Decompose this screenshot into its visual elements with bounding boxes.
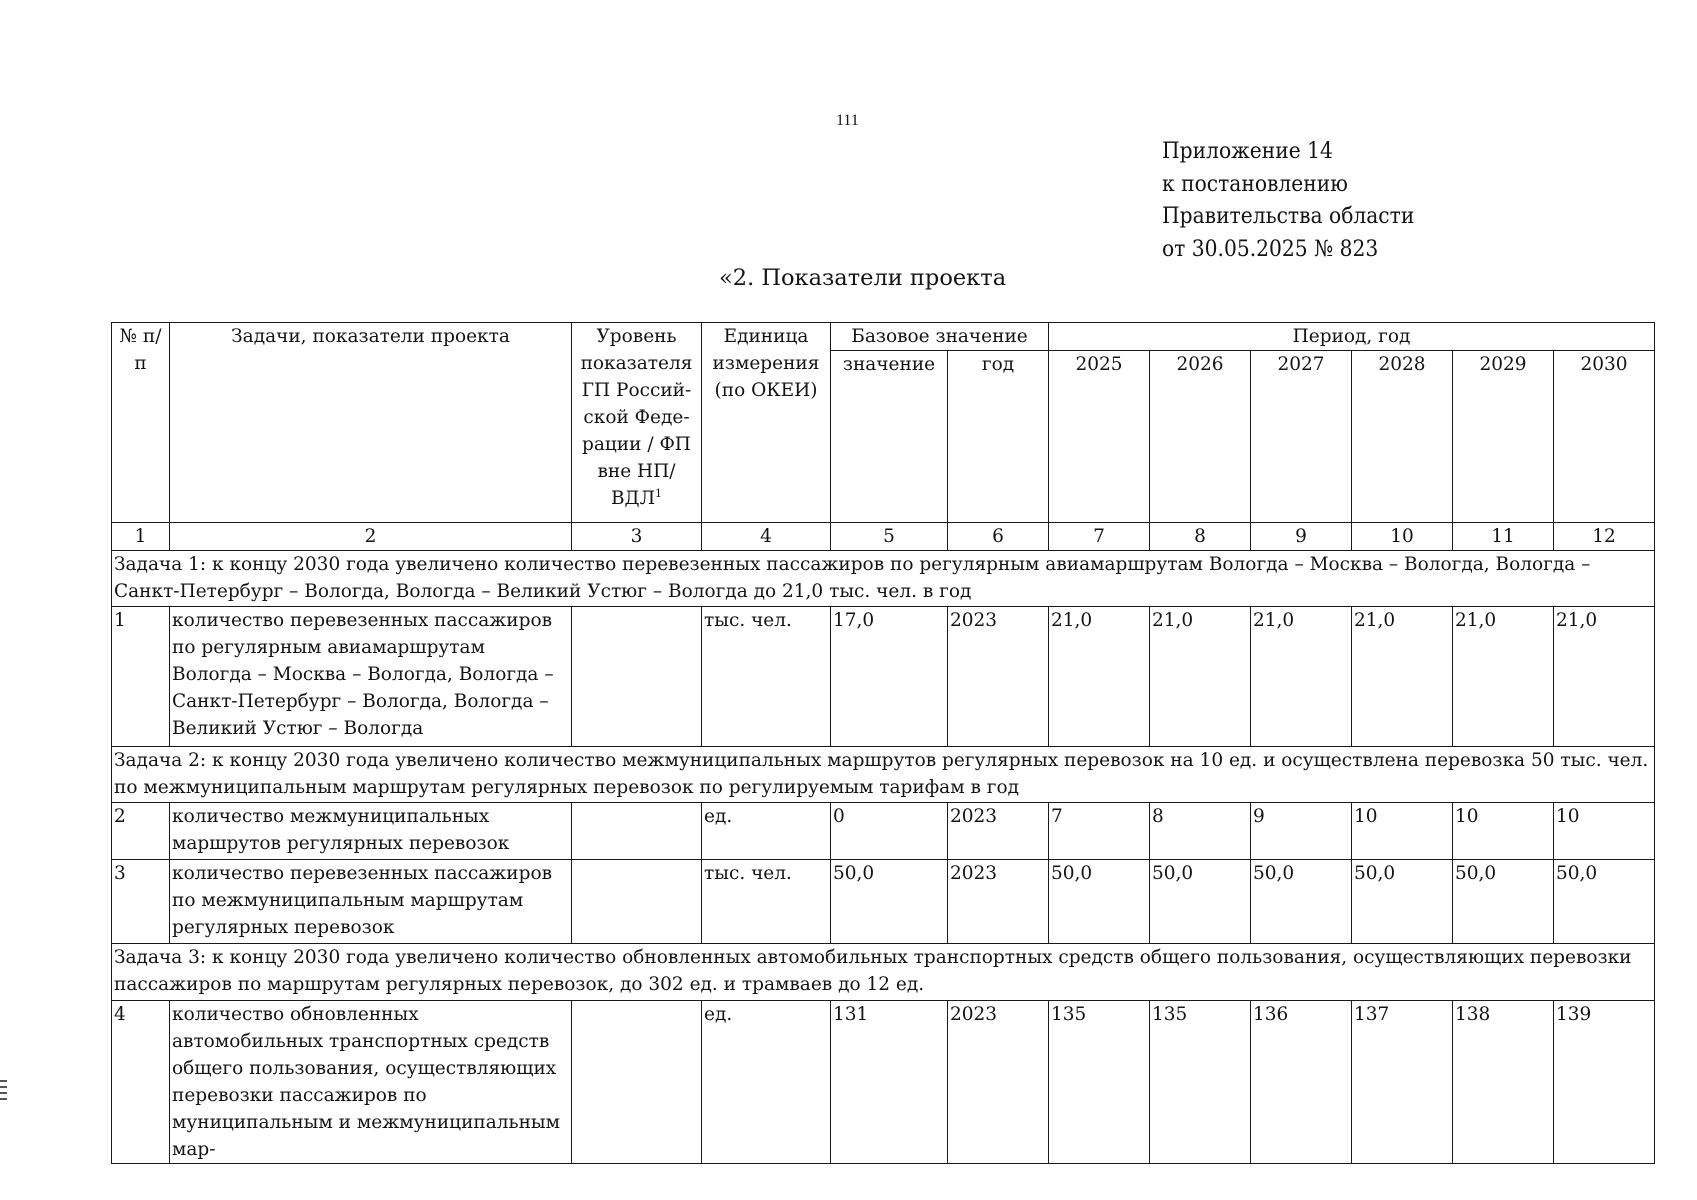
row-level <box>572 860 702 944</box>
row-level <box>572 1001 702 1164</box>
appendix-line-3: Правительства области <box>1162 203 1415 229</box>
column-number: 8 <box>1150 523 1251 551</box>
column-number: 12 <box>1554 523 1655 551</box>
header-year: 2029 <box>1453 351 1554 523</box>
header-unit: Единица измерения (по ОКЕИ) <box>702 323 831 523</box>
row-value: 7 <box>1049 803 1150 860</box>
column-number: 9 <box>1251 523 1352 551</box>
header-num: № п/п <box>112 323 170 523</box>
row-value: 135 <box>1150 1001 1251 1164</box>
row-value: 138 <box>1453 1001 1554 1164</box>
task-row: Задача 1: к концу 2030 года увеличено количество перевезенных пассажиров по регулярным авиамаршрутам Вологда – Москва – Вологда, Вологда – Санкт-Петербург – Вологда, Вологда – Великий Устюг – Вологда до 21,0 тыс. чел. в год <box>112 551 1655 607</box>
row-value: 50,0 <box>1251 860 1352 944</box>
row-level <box>572 803 702 860</box>
header-year: 2028 <box>1352 351 1453 523</box>
row-value: 135 <box>1049 1001 1150 1164</box>
row-indicator-name: количество обновленных автомобильных транспортных средств общего пользования, осуществляющих перевозки пассажиров по муниципальным и межмуниципальным мар- <box>170 1001 572 1164</box>
task-row: Задача 3: к концу 2030 года увеличено количество обновленных автомобильных транспортных средств общего пользования, осуществляющих перевозки пассажиров по маршрутам регулярных перевозок, до 302 ед. и трамваев до 12 ед. <box>112 944 1655 1001</box>
row-value: 21,0 <box>1251 607 1352 747</box>
row-value: 137 <box>1352 1001 1453 1164</box>
header-base: Базовое значение <box>831 323 1049 351</box>
row-indicator-name: количество перевезенных пассажиров по межмуниципальным маршрутам регулярных перевозок <box>170 860 572 944</box>
row-base-year: 2023 <box>948 1001 1049 1164</box>
row-base-value: 17,0 <box>831 607 948 747</box>
row-value: 10 <box>1352 803 1453 860</box>
row-base-value: 0 <box>831 803 948 860</box>
row-value: 50,0 <box>1150 860 1251 944</box>
header-year: 2030 <box>1554 351 1655 523</box>
header-level-footnote: 1 <box>655 486 663 500</box>
header-base-value: значение <box>831 351 948 523</box>
document-title: «2. Показатели проекта <box>719 265 1007 291</box>
header-base-year: год <box>948 351 1049 523</box>
row-unit: тыс. чел. <box>702 860 831 944</box>
header-year: 2025 <box>1049 351 1150 523</box>
column-number: 11 <box>1453 523 1554 551</box>
header-year: 2027 <box>1251 351 1352 523</box>
scan-margin-mark <box>0 1080 7 1104</box>
page-number: 111 <box>836 112 859 129</box>
column-number: 5 <box>831 523 948 551</box>
column-number: 3 <box>572 523 702 551</box>
row-value: 136 <box>1251 1001 1352 1164</box>
indicators-table <box>111 322 1655 1164</box>
row-value: 50,0 <box>1453 860 1554 944</box>
row-base-value: 131 <box>831 1001 948 1164</box>
row-value: 21,0 <box>1049 607 1150 747</box>
column-number: 7 <box>1049 523 1150 551</box>
row-indicator-name: количество перевезенных пассажиров по регулярным авиамаршрутам Вологда – Москва – Вологда, Вологда – Санкт-Петербург – Вологда, Вологда – Великий Устюг – Вологда <box>170 607 572 747</box>
appendix-line-4: от 30.05.2025 № 823 <box>1162 235 1379 262</box>
row-value: 21,0 <box>1150 607 1251 747</box>
row-base-value: 50,0 <box>831 860 948 944</box>
header-period: Период, год <box>1049 323 1655 351</box>
appendix-block <box>1162 135 1414 265</box>
row-unit: тыс. чел. <box>702 607 831 747</box>
column-number: 4 <box>702 523 831 551</box>
row-value: 50,0 <box>1049 860 1150 944</box>
row-value: 21,0 <box>1554 607 1655 747</box>
row-value: 10 <box>1453 803 1554 860</box>
row-value: 21,0 <box>1453 607 1554 747</box>
column-number: 6 <box>948 523 1049 551</box>
row-num: 1 <box>112 607 170 747</box>
column-number: 1 <box>112 523 170 551</box>
column-number: 2 <box>170 523 572 551</box>
row-base-year: 2023 <box>948 860 1049 944</box>
row-value: 8 <box>1150 803 1251 860</box>
row-value: 50,0 <box>1554 860 1655 944</box>
row-value: 21,0 <box>1352 607 1453 747</box>
row-value: 9 <box>1251 803 1352 860</box>
row-unit: ед. <box>702 803 831 860</box>
row-indicator-name: количество межмуниципальных маршрутов регулярных перевозок <box>170 803 572 860</box>
row-value: 10 <box>1554 803 1655 860</box>
header-level <box>572 323 702 523</box>
row-unit: ед. <box>702 1001 831 1164</box>
appendix-line-2: к постановлению <box>1162 170 1348 197</box>
row-value: 50,0 <box>1352 860 1453 944</box>
row-num: 3 <box>112 860 170 944</box>
header-tasks: Задачи, показатели проекта <box>170 323 572 523</box>
row-base-year: 2023 <box>948 607 1049 747</box>
row-level <box>572 607 702 747</box>
row-value: 139 <box>1554 1001 1655 1164</box>
header-level-text: Уровень показателя ГП Россий-ской Феде-рации / ФП вне НП/ВДЛ <box>580 326 693 509</box>
task-row: Задача 2: к концу 2030 года увеличено количество межмуниципальных маршрутов регулярных перевозок на 10 ед. и осуществлена перевозка 50 тыс. чел. по межмуниципальным маршрутам регулярных перевозок по регулируемым тарифам в год <box>112 747 1655 803</box>
row-num: 2 <box>112 803 170 860</box>
header-year: 2026 <box>1150 351 1251 523</box>
row-num: 4 <box>112 1001 170 1164</box>
column-number: 10 <box>1352 523 1453 551</box>
row-base-year: 2023 <box>948 803 1049 860</box>
appendix-line-1: Приложение 14 <box>1162 138 1333 164</box>
